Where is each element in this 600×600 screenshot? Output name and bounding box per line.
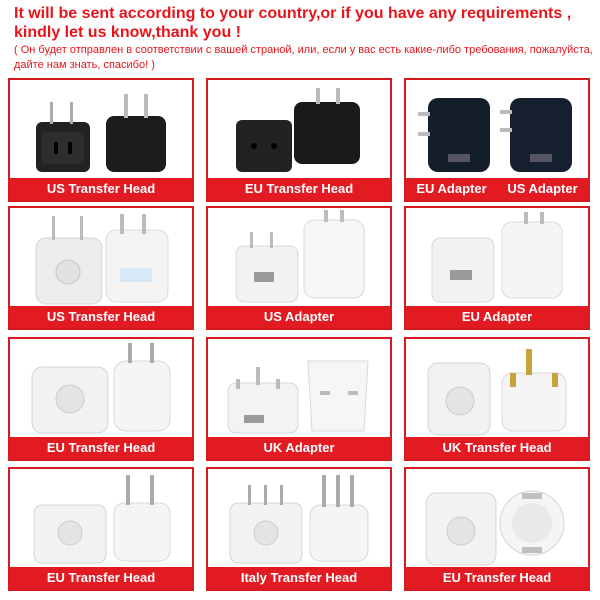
product-label: Italy Transfer Head — [208, 567, 390, 589]
product-card-uk-transfer-head-white[interactable] — [404, 337, 590, 461]
product-label: US Adapter — [208, 306, 390, 328]
product-label — [406, 178, 588, 200]
product-card-us-adapter-white[interactable] — [206, 206, 392, 330]
product-label: EU Transfer Head — [10, 437, 192, 459]
eu-transfer-head-image — [10, 339, 192, 437]
product-card-us-transfer-head-white[interactable] — [8, 206, 194, 330]
product-card-eu-transfer-head-white[interactable] — [8, 337, 194, 461]
uk-transfer-head-image — [406, 339, 588, 437]
product-card-eu-transfer-head-white[interactable] — [8, 467, 194, 591]
product-label: US Transfer Head — [10, 178, 192, 200]
product-card-eu-transfer-head-black[interactable] — [206, 78, 392, 202]
header-russian-text: ( Он будет отправлен в соответствии с вашей страной, или, если у вас есть какие-либо требования, пожалуйста, дайте нам знать, спасибо! ) — [14, 44, 593, 71]
us-transfer-head-image — [10, 208, 192, 306]
product-label: US Transfer Head — [10, 306, 192, 328]
eu-adapter-image — [406, 208, 588, 306]
product-card-eu-us-adapter-black[interactable] — [404, 78, 590, 202]
product-card-italy-transfer-head-white[interactable] — [206, 467, 392, 591]
uk-adapter-image — [208, 339, 390, 437]
header-english-text: It will be sent according to your country,or if you have any requirements , kindly let us know,thank you ! — [14, 5, 572, 41]
us-transfer-head-image — [10, 80, 192, 178]
product-label: EU Transfer Head — [10, 567, 192, 589]
product-label-right: US Adapter — [507, 181, 578, 196]
header-banner — [0, 0, 600, 78]
eu-transfer-head-image — [208, 80, 390, 178]
product-card-eu-adapter-white[interactable] — [404, 206, 590, 330]
product-label: EU Adapter — [406, 306, 588, 328]
product-label-left: EU Adapter — [416, 181, 487, 196]
product-label: UK Transfer Head — [406, 437, 588, 459]
product-label: EU Transfer Head — [208, 178, 390, 200]
us-adapter-image — [208, 208, 390, 306]
product-label: UK Adapter — [208, 437, 390, 459]
product-card-us-transfer-head-black[interactable] — [8, 78, 194, 202]
product-card-uk-adapter-white[interactable] — [206, 337, 392, 461]
italy-transfer-head-image — [208, 469, 390, 567]
product-label: EU Transfer Head — [406, 567, 588, 589]
product-card-eu-transfer-head-schuko[interactable] — [404, 467, 590, 591]
eu-us-adapter-image — [406, 80, 588, 178]
eu-transfer-head-image — [10, 469, 192, 567]
eu-transfer-head-image — [406, 469, 588, 567]
